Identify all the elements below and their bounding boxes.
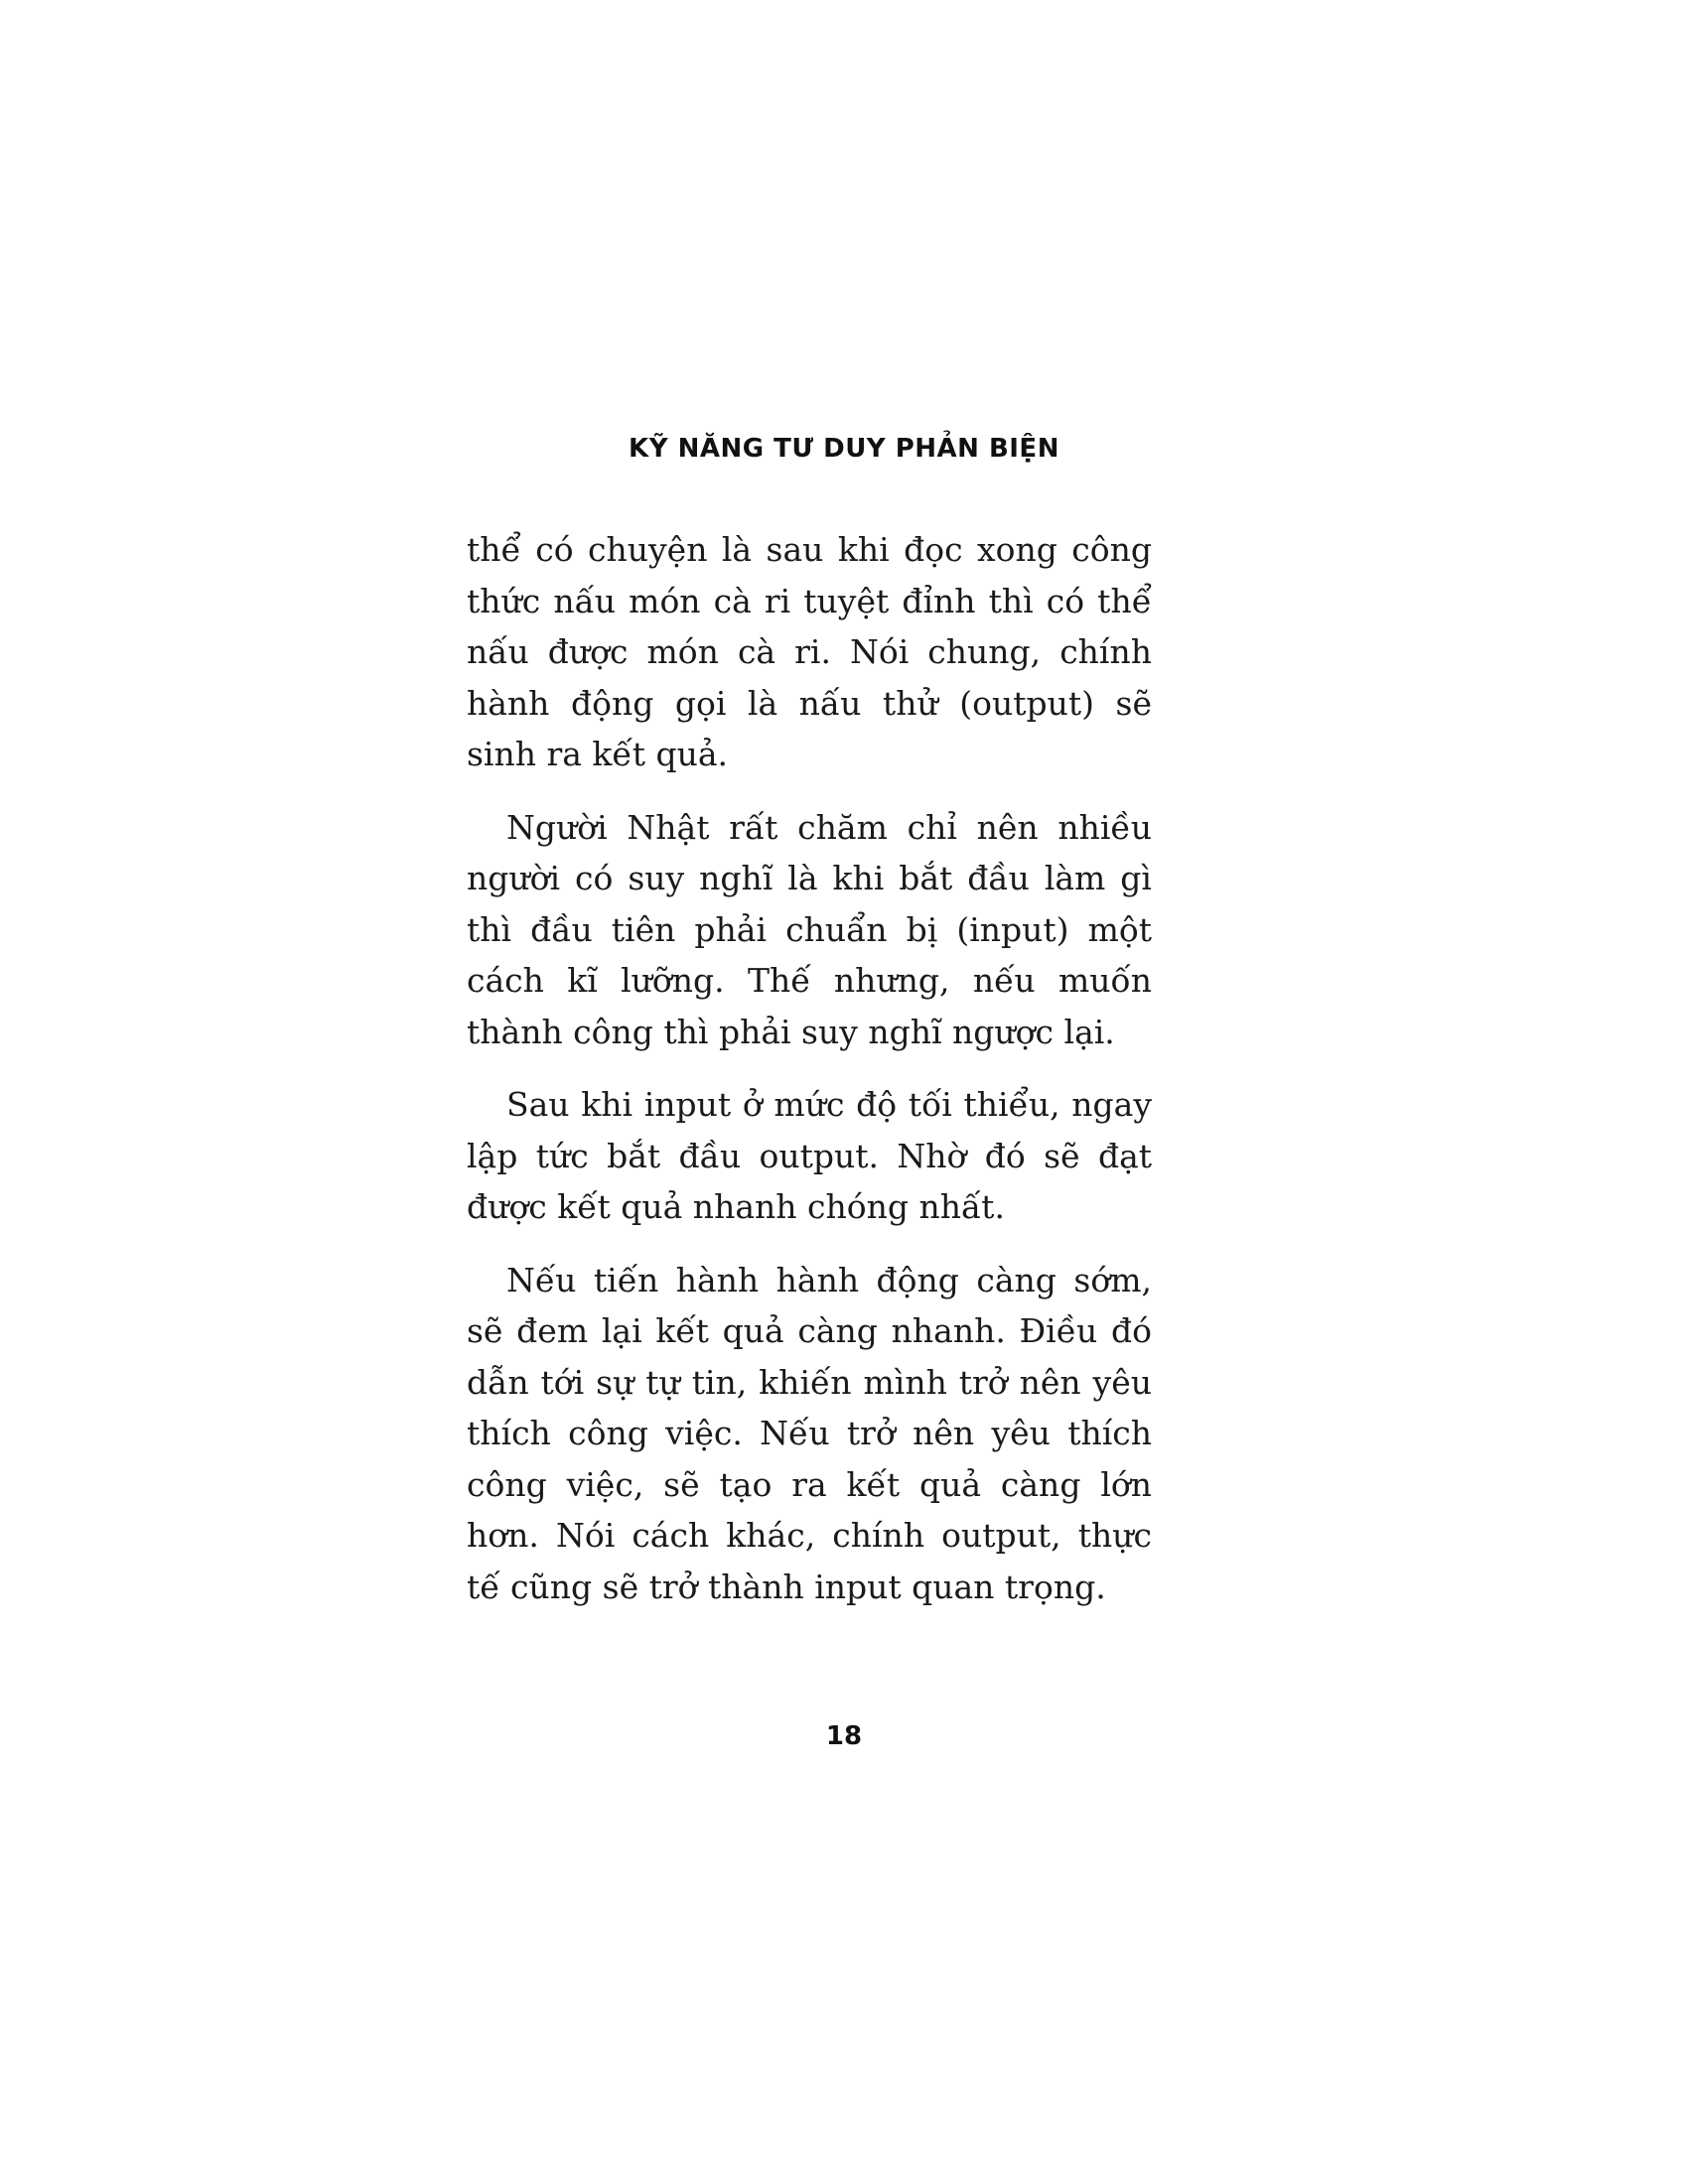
running-header: KỸ NĂNG TƯ DUY PHẢN BIỆN [629,434,1059,464]
paragraph: Nếu tiến hành hành động càng sớm, sẽ đem lại kết quả càng nhanh. Điều đó dẫn tới sự tự tin, khiến mình trở nên yêu thích công việc. Nếu trở nên yêu thích công việc, sẽ tạo ra kết quả càng lớn hơn. Nói cách khác, chính output, thực tế cũng sẽ trở thành input quan trọng. [467,1260,1152,1606]
body-text [467,524,1152,1634]
page-number: 18 [825,1721,863,1751]
paragraph: Người Nhật rất chăm chỉ nên nhiều người có suy nghĩ là khi bắt đầu làm gì thì đầu tiên phải chuẩn bị (input) một cách kĩ lưỡng. Thế nhưng, nếu muốn thành công thì phải suy nghĩ ngược lại. [467,807,1152,1051]
paragraph: Sau khi input ở mức độ tối thiểu, ngay lập tức bắt đầu output. Nhờ đó sẽ đạt được kết quả nhanh chóng nhất. [467,1085,1152,1226]
paragraph-continued: thể có chuyện là sau khi đọc xong công thức nấu món cà ri tuyệt đỉnh thì có thể nấu được món cà ri. Nói chung, chính hành động gọi là nấu thử (output) sẽ sinh ra kết quả. [467,530,1152,773]
